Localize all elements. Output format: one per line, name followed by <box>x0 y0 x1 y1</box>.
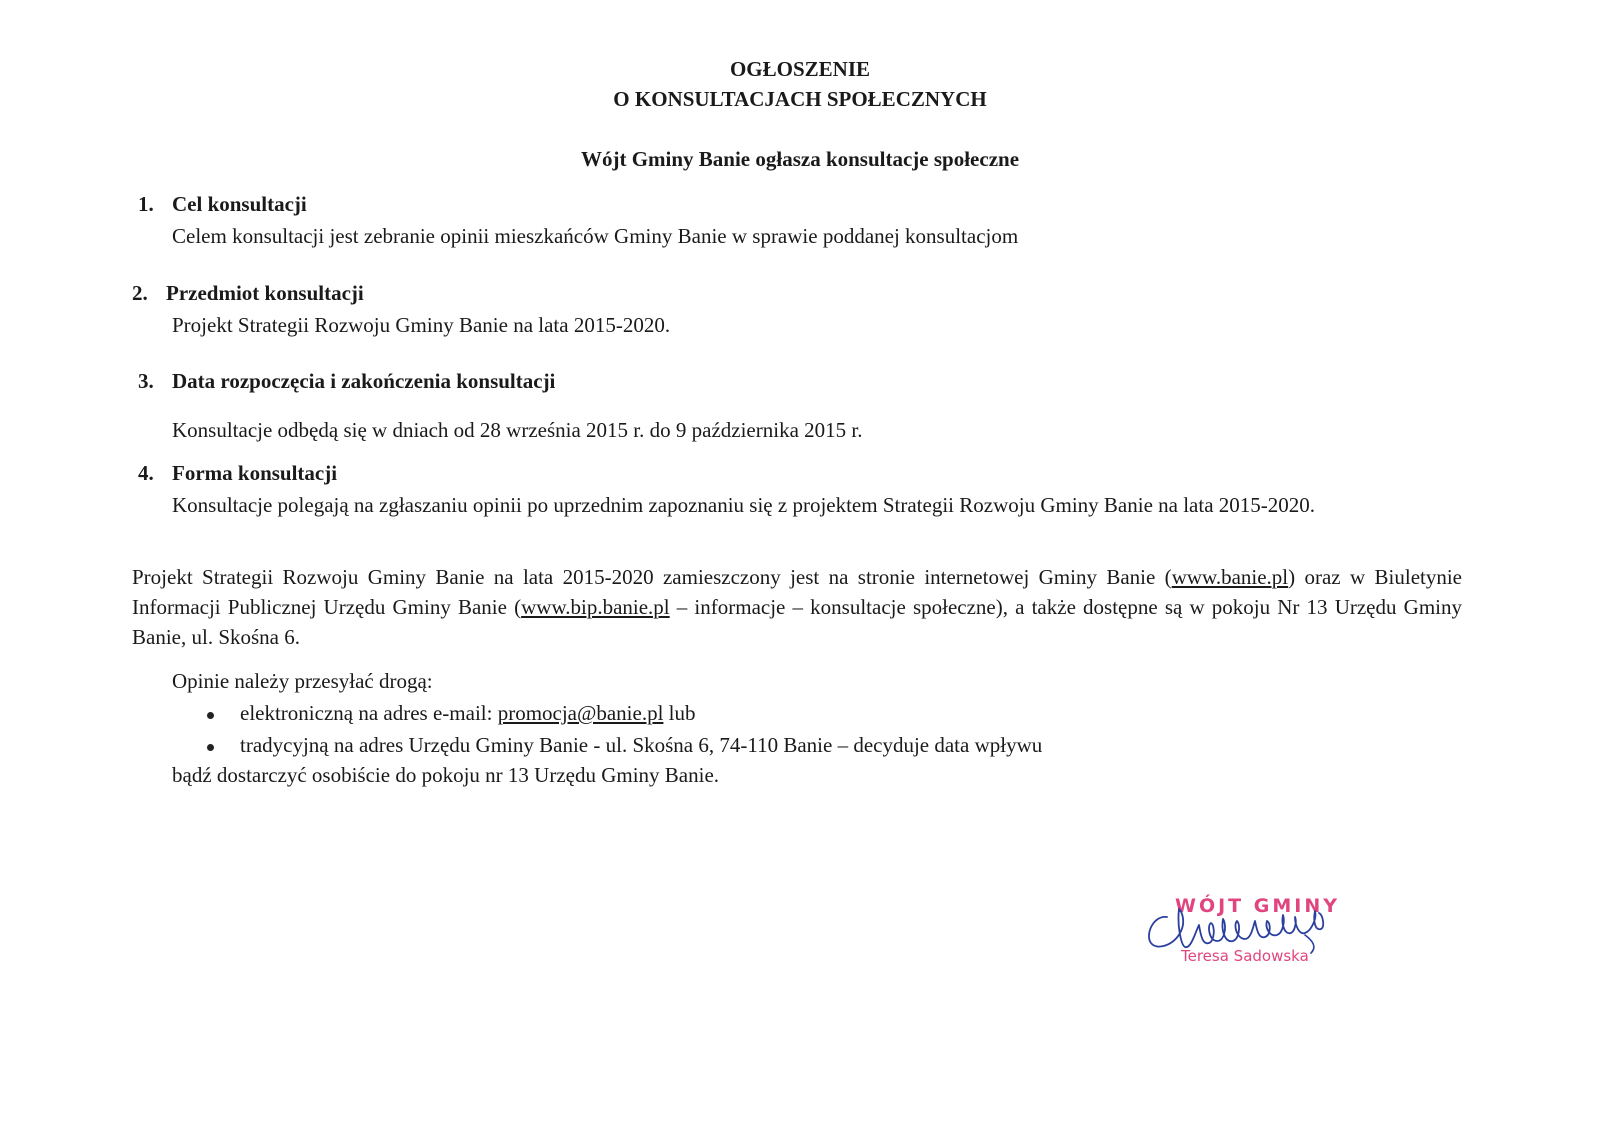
info-text-1: Projekt Strategii Rozwoju Gminy Banie na lata 2015-2020 zamieszczony jest na stronie internetowej Gminy Banie ( <box>132 565 1172 589</box>
section-1-number: 1. <box>138 192 154 216</box>
stamp-title: WÓJT GMINY <box>1175 895 1340 917</box>
opinions-closing: bądź dostarczyć osobiście do pokoju nr 13 Urzędu Gminy Banie. <box>172 763 720 787</box>
email-link[interactable]: promocja@banie.pl <box>497 701 664 725</box>
section-1-heading: Cel konsultacji <box>172 192 307 216</box>
bullet-icon <box>207 712 214 719</box>
bullet-post-item: tradycyjną na adres Urzędu Gminy Banie - ul. Skośna 6, 74-110 Banie – decyduje data wpływu <box>240 733 1043 757</box>
bullet-email-prefix: elektroniczną na adres e-mail: <box>240 701 498 725</box>
section-3-heading: Data rozpoczęcia i zakończenia konsultacji <box>172 369 556 393</box>
signature-icon <box>1145 895 1375 985</box>
info-paragraph <box>132 562 1462 652</box>
info-text-3: – informacje – konsultacje społeczne), a także dostępne są w pokoju Nr 13 Urzędu Gminy Banie, ul. Skośna 6. <box>132 595 1462 649</box>
subtitle: Wójt Gminy Banie ogłasza konsultacje społeczne <box>580 147 1020 171</box>
website-link[interactable]: www.banie.pl <box>1171 565 1289 589</box>
section-3-number: 3. <box>138 369 154 393</box>
info-text-2: ) oraz w Biuletynie Informacji Publicznej Urzędu Gminy Banie ( <box>132 565 1463 619</box>
title-line-2: O KONSULTACJACH SPOŁECZNYCH <box>613 87 987 111</box>
section-4-number: 4. <box>138 461 154 485</box>
section-2-text: Projekt Strategii Rozwoju Gminy Banie na lata 2015-2020. <box>172 313 671 337</box>
stamp-name: Teresa Sadowska <box>1181 947 1309 965</box>
section-4-text: Konsultacje polegają na zgłaszaniu opinii po uprzednim zapoznaniu się z projektem Strategii Rozwoju Gminy Banie na lata 2015-2020. <box>172 493 1316 517</box>
opinions-intro: Opinie należy przesyłać drogą: <box>172 669 433 693</box>
bullet-icon <box>207 744 214 751</box>
section-3-text: Konsultacje odbędą się w dniach od 28 września 2015 r. do 9 października 2015 r. <box>172 418 863 442</box>
official-stamp <box>1145 895 1375 985</box>
section-4-heading: Forma konsultacji <box>172 461 338 485</box>
section-2-number: 2. <box>132 281 148 305</box>
section-2-heading: Przedmiot konsultacji <box>166 281 364 305</box>
bullet-email-item <box>240 701 696 726</box>
bip-link[interactable]: www.bip.banie.pl <box>521 595 670 619</box>
title-line-1: OGŁOSZENIE <box>729 57 871 81</box>
bullet-email-suffix: lub <box>663 701 696 725</box>
section-1-text: Celem konsultacji jest zebranie opinii mieszkańców Gminy Banie w sprawie poddanej konsultacjom <box>172 224 1019 248</box>
